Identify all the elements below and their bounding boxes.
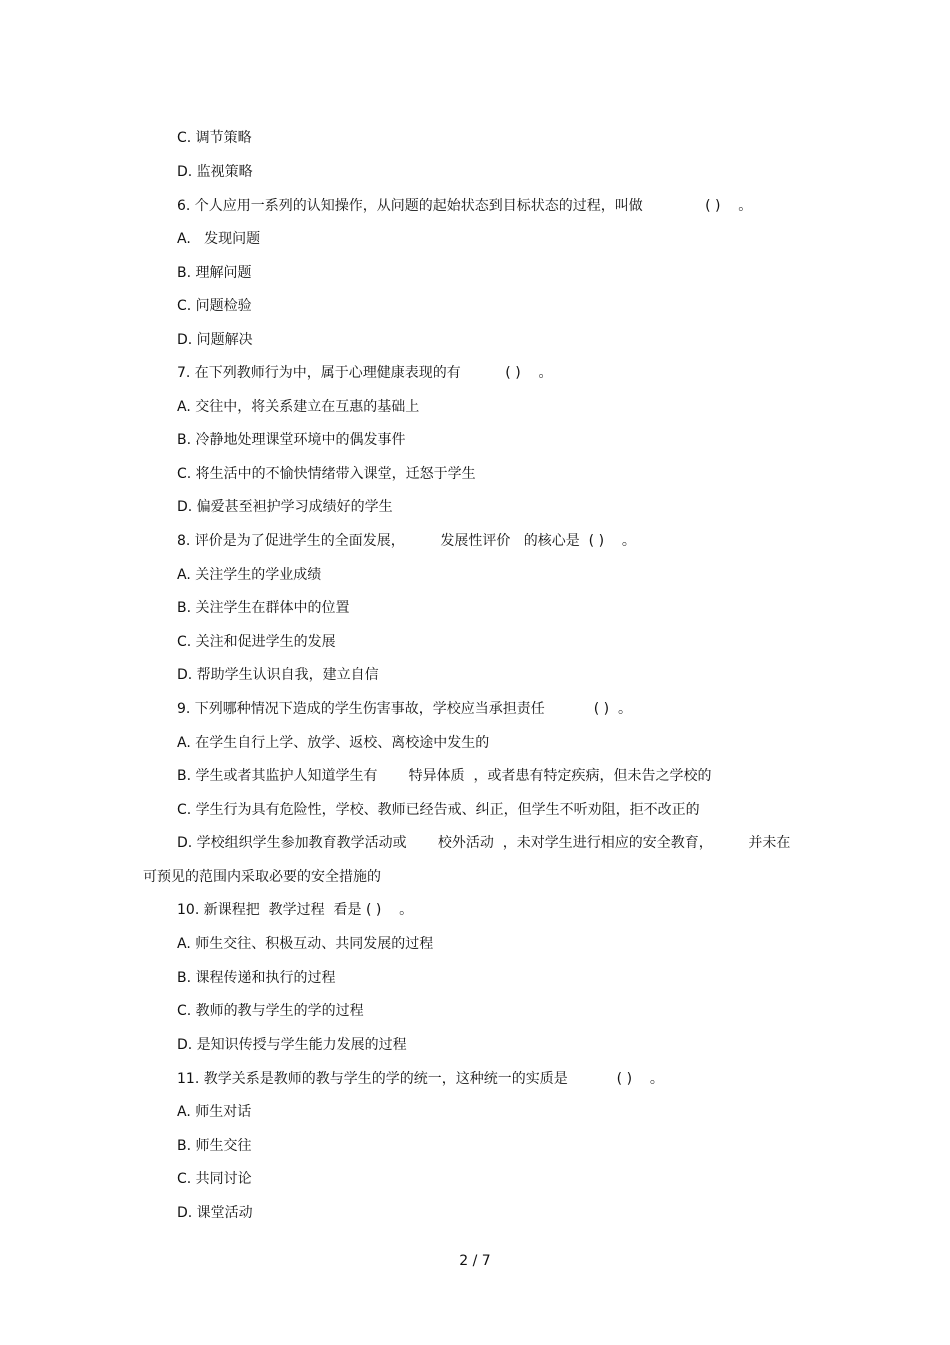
option-d-6: D. 监视策略 xyxy=(177,164,253,180)
option-b-8: B. 关注学生在群体中的位置 xyxy=(177,600,350,616)
option-a-8: A. 关注学生的学业成绩 xyxy=(177,567,322,583)
option-d-9-continued: 可预见的范围内采取必要的安全措施的 xyxy=(143,869,381,885)
option-b-9: B. 学生或者其监护人知道学生有 特异体质 ，或者患有特定疾病，但未告之学校的 xyxy=(177,768,712,784)
option-a-7: A. 交往中，将关系建立在互惠的基础上 xyxy=(177,399,420,415)
question-9: 9. 下列哪种情况下造成的学生伤害事故，学校应当承担责任 ( ) 。 xyxy=(177,701,633,717)
option-c-11: C. 共同讨论 xyxy=(177,1171,252,1187)
option-d-9: D. 学校组织学生参加教育教学活动或 校外活动 ，未对学生进行相应的安全教育， 并未在 xyxy=(177,835,791,851)
option-c-10: C. 教师的教与学生的学的过程 xyxy=(177,1003,364,1019)
option-d-8: D. 帮助学生认识自我，建立自信 xyxy=(177,667,379,683)
option-b-6: B. 理解问题 xyxy=(177,265,252,281)
option-c-6: C. 调节策略 xyxy=(177,130,252,146)
option-a-6: A. 发现问题 xyxy=(177,231,261,247)
option-a-10: A. 师生交往、积极互动、共同发展的过程 xyxy=(177,936,434,952)
option-d-11: D. 课堂活动 xyxy=(177,1205,253,1221)
option-c-8: C. 关注和促进学生的发展 xyxy=(177,634,336,650)
question-11: 11. 教学关系是教师的教与学生的学的统一，这种统一的实质是 ( ) 。 xyxy=(177,1071,664,1087)
page-number: 2 / 7 xyxy=(459,1253,491,1269)
question-8: 8. 评价是为了促进学生的全面发展， 发展性评价 的核心是 ( ) 。 xyxy=(177,533,636,549)
option-b-11: B. 师生交往 xyxy=(177,1138,252,1154)
option-d-6b: D. 问题解决 xyxy=(177,332,253,348)
option-c-7: C. 将生活中的不愉快情绪带入课堂，迁怒于学生 xyxy=(177,466,476,482)
option-b-10: B. 课程传递和执行的过程 xyxy=(177,970,336,986)
option-c-9: C. 学生行为具有危险性，学校、教师已经告戒、纠正，但学生不听劝阻，拒不改正的 xyxy=(177,802,700,818)
option-d-7: D. 偏爱甚至袒护学习成绩好的学生 xyxy=(177,499,393,515)
option-d-10: D. 是知识传授与学生能力发展的过程 xyxy=(177,1037,407,1053)
question-7: 7. 在下列教师行为中，属于心理健康表现的有 ( ) 。 xyxy=(177,365,553,381)
option-c-6b: C. 问题检验 xyxy=(177,298,252,314)
question-10: 10. 新课程把 教学过程 看是 ( ) 。 xyxy=(177,902,414,918)
option-b-7: B. 冷静地处理课堂环境中的偶发事件 xyxy=(177,432,406,448)
option-a-9: A. 在学生自行上学、放学、返校、离校途中发生的 xyxy=(177,735,490,751)
question-6: 6. 个人应用一系列的认知操作，从问题的起始状态到目标状态的过程，叫做 ( ) 。 xyxy=(177,198,753,214)
option-a-11: A. 师生对话 xyxy=(177,1104,252,1120)
